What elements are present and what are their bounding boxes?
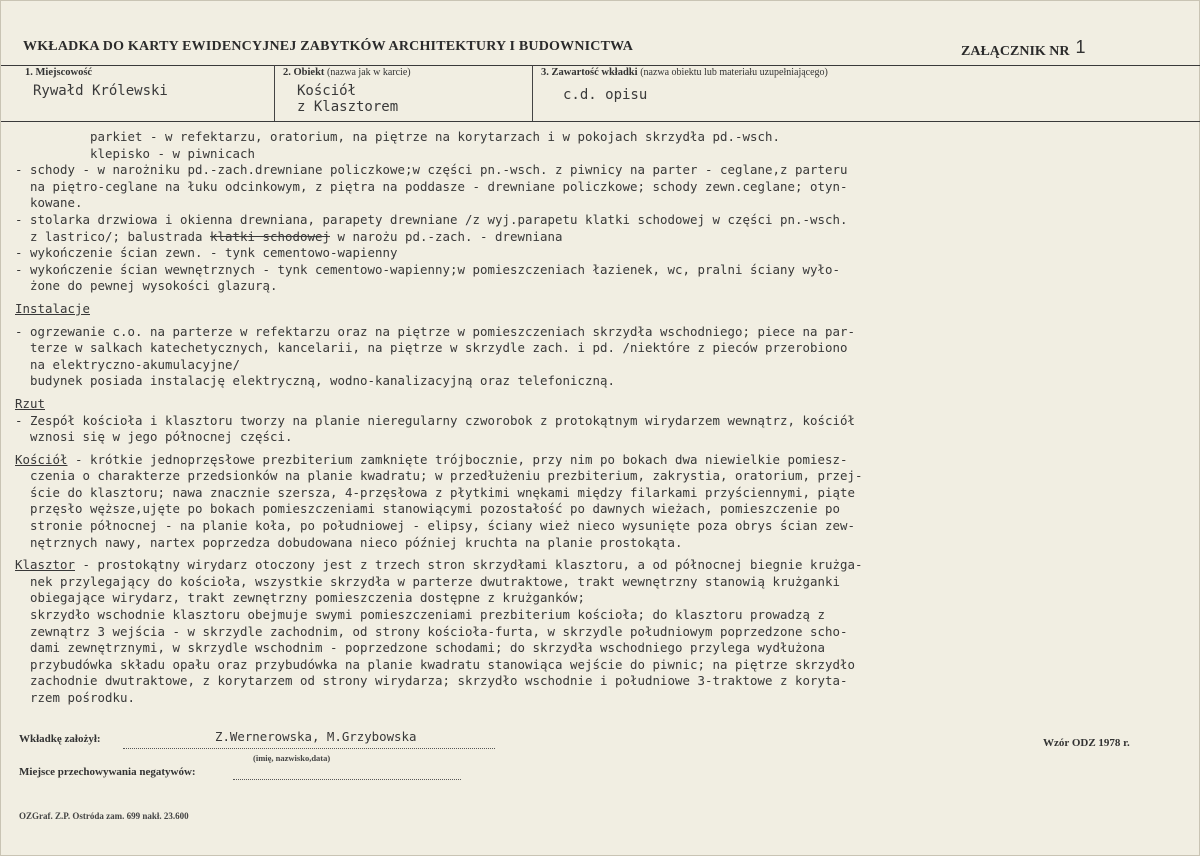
- text-line: parkiet - w refektarzu, oratorium, na piętrze na korytarzach i w pokojach skrzydła pd.-wsch.: [15, 129, 780, 144]
- form-model: Wzór ODZ 1978 r.: [1043, 737, 1130, 749]
- heading-plan: Rzut: [15, 395, 45, 411]
- text-line: zewnątrz 3 wejścia - w skrzydle zachodnim, od strony kościoła-furta, w skrzydle południowym poprzedzone scho-: [15, 623, 848, 639]
- text-line: obiegające wirydarz, trakt zewnętrzny pomieszczenia dostępne z krużganków;: [15, 590, 585, 606]
- text-line: nętrznych nawy, nartex poprzedza dobudowana nieco później kruchta na planie prostokąta.: [15, 534, 683, 550]
- annex-number: 1: [1075, 37, 1086, 57]
- card-header: [1, 31, 1200, 66]
- text-line: - Zespół kościoła i klasztoru tworzy na planie nieregularny czworobok z protokątnym wirydarzem wewnątrz, kościół: [15, 412, 855, 428]
- place-label: 1. Miejscowość: [25, 67, 93, 78]
- object-label-hint: (nazwa jak w karcie): [327, 67, 411, 78]
- text-fragment: - krótkie jednoprzęsłowe prezbiterium zamknięte trójbocznie, przy nim po bokach dwa niewielkie pomiesz-: [67, 451, 848, 467]
- founded-by-row: [19, 731, 499, 751]
- text-line: skrzydło wschodnie klasztoru obejmuje swymi pomieszczeniami prezbiterium kościoła; do klasztoru prowadzą z: [15, 607, 825, 623]
- text-line: kowane.: [15, 195, 83, 211]
- text-line: przybudówka składu opału oraz przybudówka na planie kwadratu stanowiąca wejście do piwnic; na piętrze skrzydło: [15, 656, 855, 672]
- object-label-text: 2. Obiekt: [283, 67, 325, 78]
- printer-info: OZGraf. Z.P. Ostróda zam. 699 nakł. 23.600: [19, 811, 189, 821]
- annex-label-text: ZAŁĄCZNIK NR: [961, 44, 1070, 59]
- founded-by-dotted-line: [123, 748, 495, 749]
- heading-monastery: Klasztor: [15, 557, 75, 573]
- content-value: c.d. opisu: [563, 87, 648, 103]
- text-line: klepisko - w piwnicach: [15, 145, 255, 161]
- founded-by-hint: (imię, nazwisko,data): [253, 753, 331, 763]
- text-fragment: w narożu pd.-zach. - drewniana: [330, 228, 563, 244]
- section-heading: [15, 396, 1199, 413]
- object-field: [275, 65, 533, 121]
- text-line: czenia o charakterze przedsionków na planie kwadratu; w przedłużeniu prezbiterium, zakrystia, oratorium, przej-: [15, 468, 863, 484]
- content-label: [541, 67, 828, 78]
- text-line: rzem pośrodku.: [15, 690, 135, 705]
- struck-text: klatki schodowej: [210, 228, 330, 244]
- text-line: - ogrzewanie c.o. na parterze w refektarzu oraz na piętrze w pomieszczeniach skrzydła wschodniego; piece na par-: [15, 323, 855, 339]
- place-field: [17, 65, 275, 121]
- text-line: - wykończenie ścian wewnętrznych - tynk cementowo-wapienny;w pomieszczeniach łazienek, wc, pralni ściany wyło-: [15, 261, 840, 277]
- text-line: zachodnie dwutraktowe, z korytarzem od strony wirydarza; skrzydło wschodnie i południowe 3-traktowe z koryta-: [15, 673, 848, 689]
- content-label-text: 3. Zawartość wkładki: [541, 67, 638, 78]
- description-body: [15, 129, 1199, 707]
- text-line: budynek posiada instalację elektryczną, wodno-kanalizacyjną oraz telefoniczną.: [15, 373, 615, 389]
- negatives-storage-label: Miejsce przechowywania negatywów:: [19, 766, 196, 778]
- text-fragment: z lastrico/; balustrada: [15, 228, 210, 244]
- text-line: dami zewnętrznymi, w skrzydle wschodnim - poprzedzone schodami; do skrzydła wschodniego przylega wydłużona: [15, 640, 825, 656]
- negatives-storage-dotted-line: [233, 779, 461, 780]
- text-line: na piętro-ceglane na łuku odcinkowym, z piętra na poddasze - drewniane policzkowe; schody zewn.ceglane; otyn-: [15, 178, 848, 194]
- founded-by-value: Z.Wernerowska, M.Grzybowska: [215, 729, 417, 744]
- object-value-line-1: Kościół: [297, 83, 357, 99]
- text-line: terze w salkach katechetycznych, kancelarii, na piętrze w skrzydle zach. i pd. /niektóre z pieców przerobiono: [15, 340, 848, 356]
- text-line: wznosi się w jego północnej części.: [15, 429, 293, 445]
- text-line: [15, 229, 1199, 246]
- text-line: - wykończenie ścian zewn. - tynk cementowo-wapienny: [15, 245, 398, 261]
- section-heading: [15, 301, 1199, 318]
- object-value: [297, 83, 398, 115]
- text-line: przęsło węższe,ujęte po bokach pomieszczeniami stanowiącymi pozostałość po dawnych wieżach, pomieszczenie po: [15, 501, 840, 517]
- object-value-line-2: z Klasztorem: [297, 99, 399, 115]
- text-line: nek przylegający do kościoła, wszystkie skrzydła w parterze dwutraktowe, trakt wewnętrzny stanowią krużganki: [15, 573, 840, 589]
- content-label-hint: (nazwa obiektu lub materiału uzupełniającego): [640, 67, 828, 78]
- object-label: [283, 67, 411, 78]
- heading-church: Kościół: [15, 451, 68, 467]
- text-line: na elektryczno-akumulacyjne/: [15, 356, 240, 372]
- text-line: żone do pewnej wysokości glazurą.: [15, 278, 278, 294]
- text-fragment: - prostokątny wirydarz otoczony jest z trzech stron skrzydłami klasztoru, a od północnej biegnie krużga-: [75, 557, 863, 573]
- content-field: [533, 65, 1200, 121]
- form-title: WKŁADKA DO KARTY EWIDENCYJNEJ ZABYTKÓW ARCHITEKTURY I BUDOWNICTWA: [23, 39, 634, 54]
- founded-by-label: Wkładkę założył:: [19, 733, 101, 745]
- text-line: ście do klasztoru; nawa znacznie szersza, 4-przęsłowa z płytkimi wnękami między filarkami przyściennymi, piąte: [15, 484, 855, 500]
- annex-label: [961, 39, 1086, 60]
- heading-installations: Instalacje: [15, 300, 90, 316]
- text-line: - schody - w narożniku pd.-zach.drewniane policzkowe;w części pn.-wsch. z piwnicy na parter - ceglane,z parteru: [15, 162, 848, 178]
- text-line: stronie północnej - na planie koła, po południowej - elipsy, ściany wież nieco wysunięte poza obrys ścian zew-: [15, 518, 855, 534]
- text-line: [15, 452, 1199, 469]
- text-line: [15, 557, 1199, 574]
- place-value: Rywałd Królewski: [33, 83, 168, 99]
- text-line: - stolarka drzwiowa i okienna drewniana, parapety drewniane /z wyj.parapetu klatki schodowej w części pn.-wsch.: [15, 211, 848, 227]
- header-fields: [1, 65, 1200, 122]
